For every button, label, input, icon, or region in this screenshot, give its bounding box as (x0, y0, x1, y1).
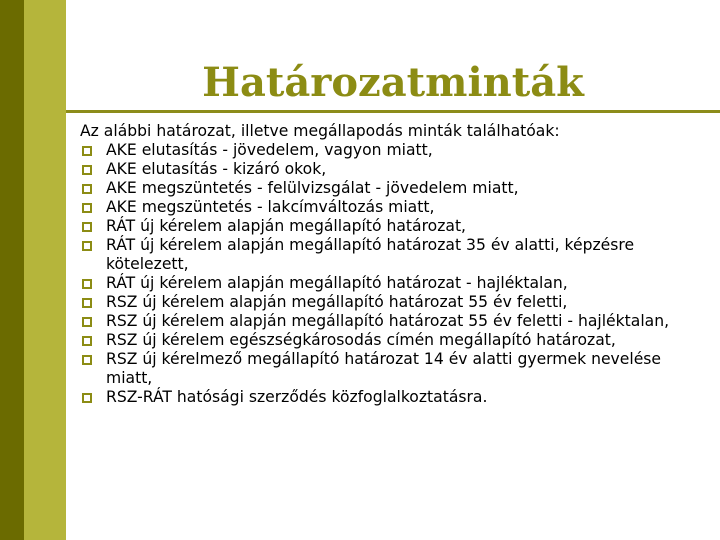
list-item-text: RSZ új kérelem egészségkárosodás címén megállapító határozat, (106, 331, 616, 349)
square-bullet-icon (82, 355, 92, 365)
list-item-text: RSZ új kérelmező megállapító határozat 14 év alatti gyermek nevelése miatt, (106, 350, 662, 387)
slide-title: Határozatminták (202, 59, 584, 106)
list-item-text: RSZ új kérelem alapján megállapító határozat 55 év feletti - hajléktalan, (106, 312, 670, 330)
list-item (80, 198, 710, 217)
left-accent-bar-dark (0, 0, 24, 540)
slide-content (80, 122, 710, 407)
list-item (80, 293, 710, 312)
square-bullet-icon (82, 279, 92, 289)
title-divider (66, 110, 720, 113)
list-item (80, 312, 710, 331)
bullet-list (80, 141, 710, 407)
square-bullet-icon (82, 222, 92, 232)
square-bullet-icon (82, 184, 92, 194)
square-bullet-icon (82, 336, 92, 346)
square-bullet-icon (82, 241, 92, 251)
square-bullet-icon (82, 317, 92, 327)
list-item (80, 236, 710, 274)
list-item-text: AKE elutasítás - jövedelem, vagyon miatt, (106, 141, 433, 159)
list-item (80, 350, 710, 388)
list-item-text: AKE megszüntetés - lakcímváltozás miatt, (106, 198, 435, 216)
list-item (80, 331, 710, 350)
list-item-text: RÁT új kérelem alapján megállapító határozat, (106, 217, 467, 235)
intro-text: Az alábbi határozat, illetve megállapodás minták találhatóak: (80, 122, 560, 140)
list-item (80, 388, 710, 407)
list-item (80, 179, 710, 198)
square-bullet-icon (82, 203, 92, 213)
list-item (80, 141, 710, 160)
list-item (80, 274, 710, 293)
list-item (80, 160, 710, 179)
list-item-text: AKE megszüntetés - felülvizsgálat - jövedelem miatt, (106, 179, 519, 197)
square-bullet-icon (82, 393, 92, 403)
square-bullet-icon (82, 146, 92, 156)
list-item (80, 217, 710, 236)
left-accent-bar-light (24, 0, 66, 540)
list-item-text: RÁT új kérelem alapján megállapító határozat - hajléktalan, (106, 274, 568, 292)
list-item-text: RSZ-RÁT hatósági szerződés közfoglalkoztatásra. (106, 388, 488, 406)
list-item-text: RÁT új kérelem alapján megállapító határozat 35 év alatti, képzésre kötelezett, (106, 236, 635, 273)
square-bullet-icon (82, 165, 92, 175)
list-item-text: RSZ új kérelem alapján megállapító határozat 55 év feletti, (106, 293, 568, 311)
square-bullet-icon (82, 298, 92, 308)
list-item-text: AKE elutasítás - kizáró okok, (106, 160, 327, 178)
